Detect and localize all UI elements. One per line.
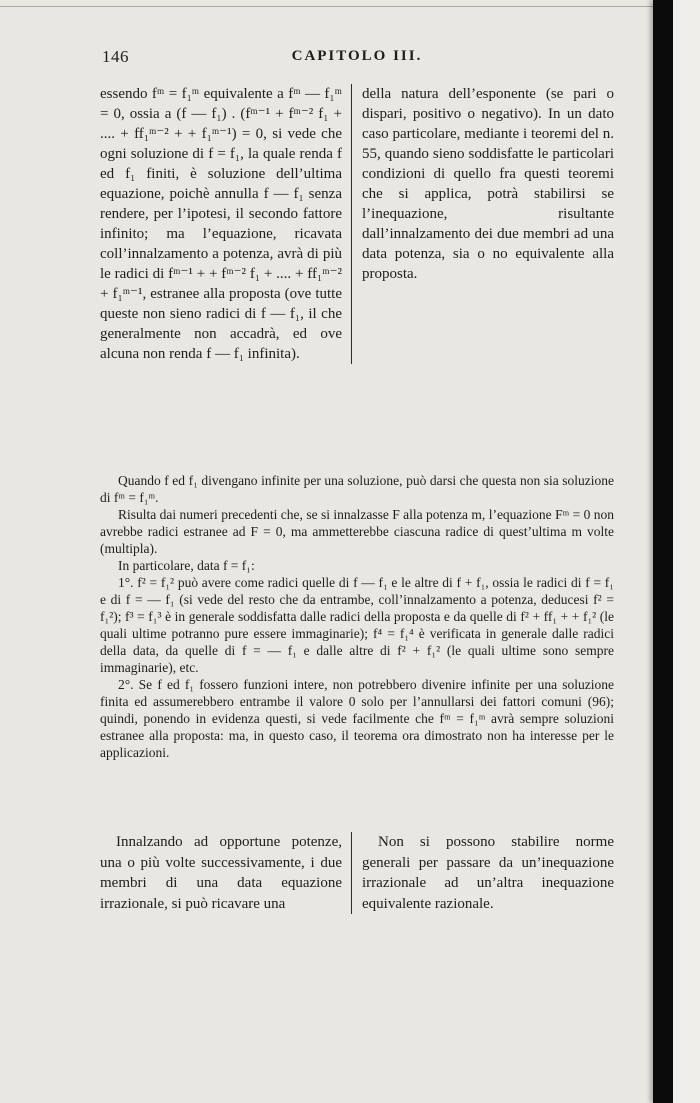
scan-top-edge-line [0,6,654,7]
middle-paragraph-4: 1°. f² = f₁² può avere come radici quelle di f — f₁ e le altre di f + f₁, ossia le radici di f = f₁ e di f = — f₁ (si vede del resto che da entrambe, coll’innalzamento a potenza, deducesi f² = f₁²); f³ = f₁³ è in generale soddisfatta dalle radici della proposta e da quelle di f² + ff₁ + + f₁² (le quali ultime potranno pure essere immaginarie); f⁴ = f₁⁴ è verificata in generale dalle radici della data, da quelle di f = — f₁ e dalle altre di f² + f₁² (le quali ultime sono sempre immaginarie), etc. [100,575,614,675]
middle-notes-section [100,472,614,761]
page-header [100,46,614,68]
top-left-column [100,84,342,364]
bottom-right-column-text: Non si possono stabilire norme generali per passare da un’inequazione irrazionale ad un’altra inequazione equivalente razionale. [362,834,614,912]
page-number: 146 [102,47,129,66]
middle-paragraph-5: 2°. Se f ed f₁ fossero funzioni intere, non potrebbero divenire infinite per una soluzione finita ed assumerebbero entrambe il valore 0 solo per l’annullarsi dei fattori comuni (96); quindi, ponendo in evidenza questi, si vede facilmente che fᵐ = f₁ᵐ avrà sempre soluzioni estranee alla proposta: ma, in questo caso, il teorema ora dimostrato non ha interesse per le applicazioni. [100,677,614,760]
bottom-right-column [352,832,614,914]
bottom-left-column-text: Innalzando ad opportune potenze, una o più volte successivamente, i due membri di una data equazione irrazionale, si può ricavare una [100,834,342,912]
scan-right-margin [673,0,700,1103]
chapter-header: CAPITOLO III. [291,48,423,64]
bottom-two-column-section [100,832,614,914]
middle-paragraph-1: Quando f ed f₁ divengano infinite per una soluzione, può darsi che questa non sia soluzione di fᵐ = f₁ᵐ. [100,473,614,505]
top-two-column-section [100,84,614,364]
scan-gutter-shadow-band [653,0,673,1103]
bottom-left-column [100,832,342,914]
top-right-column [352,84,614,364]
top-right-column-text: della natura dell’esponente (se pari o dispari, positivo o negativo). In un dato caso particolare, mediante i teoremi del n. 55, quando sieno soddisfatte le particolari condizioni di quello fra questi teoremi che si applica, potrà stabilirsi se l’inequazione, risultante dall’innalzamento dei due membri ad una data potenza, sia o no equivalente alla proposta. [362,86,614,282]
middle-paragraph-3: In particolare, data f = f₁: [118,558,255,573]
middle-paragraph-2: Risulta dai numeri precedenti che, se si innalzasse F alla potenza m, l’equazione Fᵐ = 0 non avrebbe radici estranee ad F = 0, ma ammetterebbe ciascuna radice di quest’ultima m volte (multipla). [100,507,614,556]
top-left-column-text: essendo fᵐ = f₁ᵐ equivalente a fᵐ — f₁ᵐ = 0, ossia a (f — f₁) . (fᵐ⁻¹ + fᵐ⁻² f₁ + .... + ff₁ᵐ⁻² + + f₁ᵐ⁻¹) = 0, si vede che ogni soluzione di f = f₁, la quale renda f ed f₁ finiti, è soluzione dell’ultima equazione, poichè annulla f — f₁ senza rendere, per l’ipotesi, il secondo fattore infinito; ma l’equazione, ricavata coll’innalzamento a potenza, avrà di più le radici di fᵐ⁻¹ + + fᵐ⁻² f₁ + .... + ff₁ᵐ⁻² + f₁ᵐ⁻¹, estranee alla proposta (ove tutte queste non sieno radici di f — f₁, il che generalmente non accadrà, ed ove alcuna non renda f — f₁ infinita). [100,86,342,362]
